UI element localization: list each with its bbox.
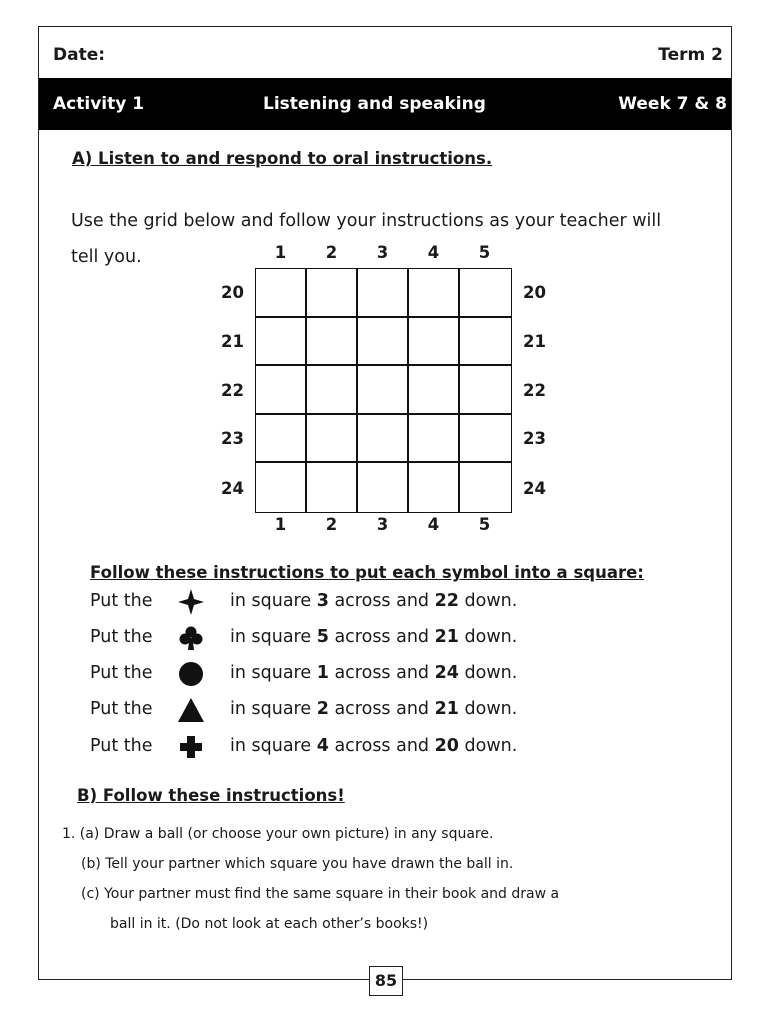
instruction-lead: Put the [90,699,153,719]
grid-square[interactable] [256,415,307,464]
cross-icon [177,733,205,761]
instruction-text: in square 3 across and 22 down. [230,591,518,611]
section-a-intro: Use the grid below and follow your instructions as your teacher will tell you. [71,211,662,267]
grid-square[interactable] [307,269,358,318]
grid-square[interactable] [358,269,409,318]
grid-square[interactable] [307,415,358,464]
column-number-bottom: 1 [274,515,287,534]
column-number-bottom: 5 [478,515,491,534]
grid-square[interactable] [409,318,460,367]
grid-square[interactable] [307,318,358,367]
across-number: 5 [316,627,329,647]
column-number-top: 5 [478,243,491,262]
down-number: 20 [434,736,459,756]
grid-square[interactable] [307,366,358,415]
grid-square[interactable] [358,415,409,464]
grid-square[interactable] [358,463,409,512]
grid-square[interactable] [409,366,460,415]
row-number-right: 23 [523,429,546,448]
row-number-left: 22 [221,381,244,400]
row-number-right: 22 [523,381,546,400]
section-a-heading: A) Listen to and respond to oral instructions. [72,149,493,168]
instruction-lead: Put the [90,627,153,647]
section-b-instruction-line: ball in it. (Do not look at each other’s books!) [110,916,429,932]
row-number-right: 21 [523,332,546,351]
down-number: 21 [434,627,459,647]
across-number: 2 [316,699,329,719]
instruction-text: in square 2 across and 21 down. [230,699,518,719]
row-number-right: 20 [523,283,546,302]
four-point-star-icon [177,588,205,616]
grid-square[interactable] [307,463,358,512]
grid-square[interactable] [460,463,511,512]
instruction-text: in square 1 across and 24 down. [230,663,518,683]
down-number: 24 [434,663,459,683]
grid-square[interactable] [256,269,307,318]
column-number-top: 1 [274,243,287,262]
week-label: Week 7 & 8 [618,94,727,114]
column-number-top: 4 [427,243,440,262]
grid-square[interactable] [409,415,460,464]
down-number: 22 [434,591,459,611]
grid-square[interactable] [409,269,460,318]
activity-banner [39,78,731,130]
instruction-lead: Put the [90,591,153,611]
instruction-lead: Put the [90,736,153,756]
across-number: 1 [316,663,329,683]
row-number-left: 24 [221,479,244,498]
row-number-left: 21 [221,332,244,351]
row-number-left: 20 [221,283,244,302]
grid-square[interactable] [460,269,511,318]
section-b-instruction-line: (b) Tell your partner which square you have drawn the ball in. [81,856,514,872]
grid-square[interactable] [256,318,307,367]
down-number: 21 [434,699,459,719]
activity-label: Activity 1 [53,94,145,114]
section-b-instruction-line: 1. (a) Draw a ball (or choose your own picture) in any square. [62,826,494,842]
triangle-icon [177,696,205,724]
date-label: Date: [53,45,106,65]
circle-icon [177,660,205,688]
date-row [39,27,731,77]
column-number-top: 3 [376,243,389,262]
row-number-left: 23 [221,429,244,448]
grid-square[interactable] [460,318,511,367]
grid-square[interactable] [256,463,307,512]
column-number-bottom: 3 [376,515,389,534]
across-number: 3 [316,591,329,611]
across-number: 4 [316,736,329,756]
term-label: Term 2 [658,45,723,65]
section-b-instruction-line: (c) Your partner must find the same square in their book and draw a [81,886,560,902]
row-number-right: 24 [523,479,546,498]
symbol-instructions-heading: Follow these instructions to put each symbol into a square: [90,563,644,582]
instruction-lead: Put the [90,663,153,683]
grid-square[interactable] [358,318,409,367]
instruction-text: in square 4 across and 20 down. [230,736,518,756]
grid-square[interactable] [409,463,460,512]
banner-title: Listening and speaking [263,94,486,114]
grid-square[interactable] [460,415,511,464]
column-number-top: 2 [325,243,338,262]
instruction-text: in square 5 across and 21 down. [230,627,518,647]
page-number: 85 [369,966,403,996]
grid-square[interactable] [460,366,511,415]
grid-square[interactable] [358,366,409,415]
column-number-bottom: 2 [325,515,338,534]
coordinate-grid [255,268,512,513]
column-number-bottom: 4 [427,515,440,534]
grid-square[interactable] [256,366,307,415]
club-icon [177,624,205,652]
section-b-heading: B) Follow these instructions! [77,786,345,805]
